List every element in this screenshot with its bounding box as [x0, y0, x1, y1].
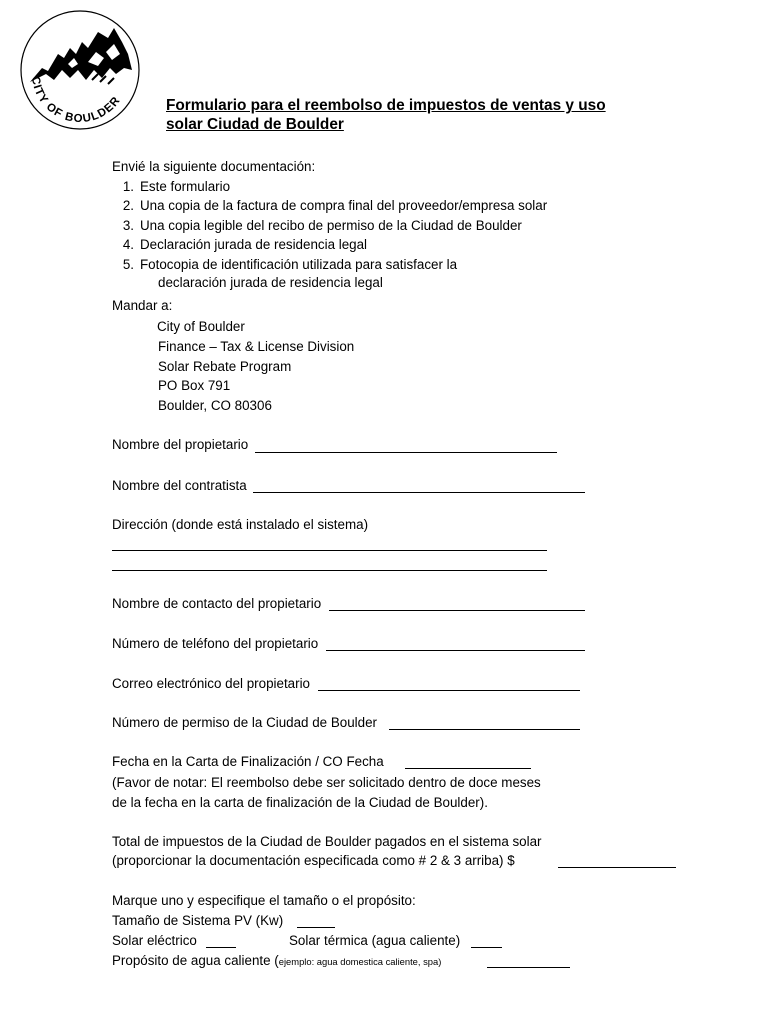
solar-electric-field[interactable]: [206, 947, 236, 948]
doc-item-4: 4. Declaración jurada de residencia legal: [122, 237, 368, 252]
mail-line-3: Solar Rebate Program: [158, 359, 292, 374]
contractor-name-label: Nombre del contratista: [112, 478, 247, 493]
email-field[interactable]: [318, 690, 580, 691]
pv-size-label: Tamaño de Sistema PV (Kw): [112, 913, 284, 928]
title-line-2: solar Ciudad de Boulder: [166, 116, 344, 133]
doc-item-2: 2. Una copia de la factura de compra final del proveedor/empresa solar: [122, 198, 548, 213]
doc-item-1: 1. Este formulario: [122, 179, 231, 194]
city-of-boulder-logo: [18, 8, 142, 132]
mail-line-4: PO Box 791: [158, 378, 231, 393]
tax-amount-field[interactable]: [558, 867, 676, 868]
date-label: Fecha en la Carta de Finalización / CO Fecha: [112, 754, 384, 769]
tax-line-2: (proporcionar la documentación especificada como # 2 & 3 arriba) $: [112, 853, 515, 868]
contractor-name-field[interactable]: [253, 492, 585, 493]
hot-water-field[interactable]: [487, 967, 570, 968]
logo-text: CITY OF BOULDER: [28, 75, 124, 126]
address-label: Dirección (donde está instalado el sistema): [112, 517, 369, 532]
address-field-line-2[interactable]: [112, 570, 547, 571]
form-title: [166, 96, 606, 134]
doc-item-5: 5. Fotocopia de identificación utilizada para satisfacer la: [122, 257, 458, 272]
permit-field[interactable]: [389, 729, 580, 730]
phone-field[interactable]: [326, 650, 585, 651]
owner-name-label: Nombre del propietario: [112, 437, 249, 452]
note-line-1: (Favor de notar: El reembolso debe ser solicitado dentro de doce meses: [112, 775, 541, 790]
contact-name-field[interactable]: [329, 610, 585, 611]
tax-line-1: Total de impuestos de la Ciudad de Boulder pagados en el sistema solar: [112, 834, 542, 849]
hot-water-label: Propósito de agua caliente (: [112, 953, 279, 968]
solar-thermal-label: Solar térmica (agua caliente): [289, 933, 461, 948]
phone-label: Número de teléfono del propietario: [112, 636, 319, 651]
documentation-intro: Envié la siguiente documentación:: [112, 159, 316, 174]
email-label: Correo electrónico del propietario: [112, 676, 310, 691]
address-field-line-1[interactable]: [112, 550, 547, 551]
permit-label: Número de permiso de la Ciudad de Boulder: [112, 715, 377, 730]
mail-label: Mandar a:: [112, 298, 173, 313]
title-line-1: Formulario para el reembolso de impuestos de ventas y uso: [166, 97, 606, 114]
hot-water-purpose: [112, 953, 441, 970]
solar-thermal-field[interactable]: [471, 947, 502, 948]
mail-line-2: Finance – Tax & License Division: [158, 339, 355, 354]
note-line-2: de la fecha en la carta de finalización de la Ciudad de Boulder).: [112, 795, 488, 810]
pv-size-field[interactable]: [297, 927, 335, 928]
owner-name-field[interactable]: [255, 452, 557, 453]
date-field[interactable]: [405, 768, 531, 769]
doc-item-5-continued: declaración jurada de residencia legal: [158, 275, 383, 290]
mail-line-1: City of Boulder: [157, 319, 245, 334]
mail-line-5: Boulder, CO 80306: [158, 398, 272, 413]
purpose-intro: Marque uno y especifique el tamaño o el propósito:: [112, 893, 416, 908]
hot-water-example: ejemplo: agua domestica caliente, spa): [278, 956, 442, 967]
solar-electric-label: Solar eléctrico: [112, 933, 197, 948]
mountain-seal-icon: [18, 8, 142, 132]
contact-name-label: Nombre de contacto del propietario: [112, 596, 322, 611]
doc-item-3: 3. Una copia legible del recibo de permiso de la Ciudad de Boulder: [122, 218, 522, 233]
